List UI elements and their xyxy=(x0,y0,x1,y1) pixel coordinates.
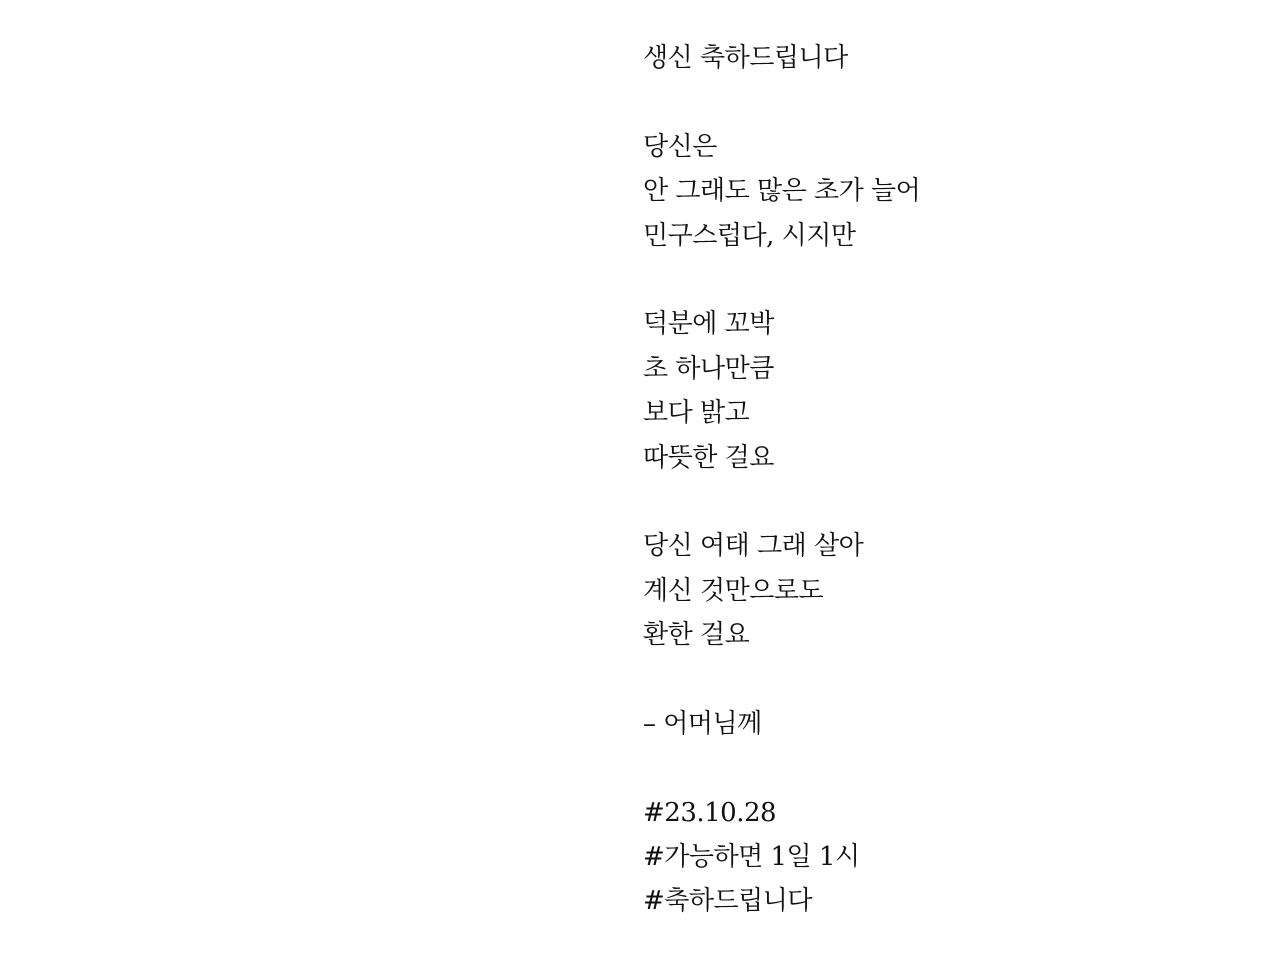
hashtag: #가능하면 1일 1시 xyxy=(643,842,860,873)
poem-line: 보다 밝고 xyxy=(643,398,750,429)
poem-line: 초 하나만큼 xyxy=(643,353,774,384)
poem-line: 환한 걸요 xyxy=(643,620,750,651)
poem-line: 계신 것만으로도 xyxy=(643,575,824,606)
poem-line: 당신은 xyxy=(643,131,717,162)
poem-line: 민구스럽다, 시지만 xyxy=(643,220,856,251)
poem-line: 따뜻한 걸요 xyxy=(643,442,774,473)
poem-line: 덕분에 꼬박 xyxy=(643,309,774,340)
stanza-break xyxy=(643,746,1243,790)
stanza-break xyxy=(643,657,1243,701)
poem-dedication: – 어머님께 xyxy=(643,708,762,739)
poem-body xyxy=(643,36,1243,924)
stanza-break xyxy=(643,480,1243,524)
hashtag-date: #23.10.28 xyxy=(643,797,777,828)
hashtag: #축하드립니다 xyxy=(643,886,812,917)
stanza-break xyxy=(643,258,1243,302)
poem-line: 당신 여태 그래 살아 xyxy=(643,531,864,562)
stanza-break xyxy=(643,80,1243,124)
poem-line: 안 그래도 많은 초가 늘어 xyxy=(643,176,921,207)
poem-title: 생신 축하드립니다 xyxy=(643,43,848,73)
